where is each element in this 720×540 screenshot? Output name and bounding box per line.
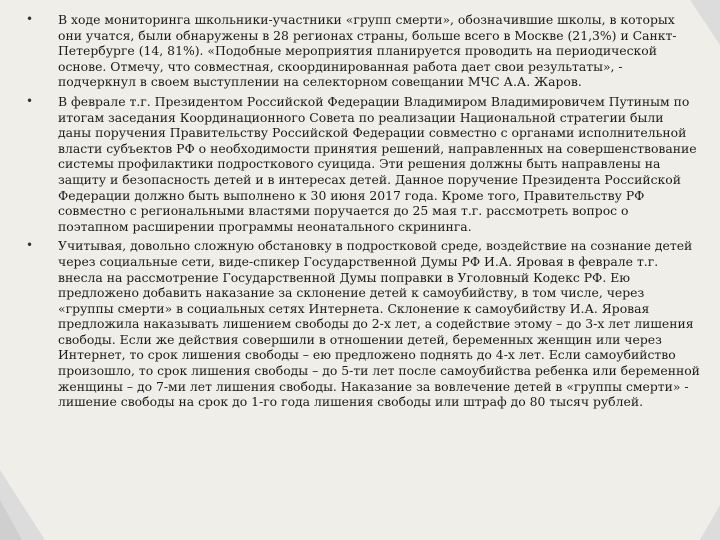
bullet-text: Учитывая, довольно сложную обстановку в подростковой среде, воздействие на сознание детей через социальные сети, виде-спикер Государственной Думы РФ И.А. Яровая в феврале т.г. внесла на рассмотрение Государственной Думы поправки в Уголовный Кодекс РФ. Ею предложено добавить наказание за склонение детей к самоубийству, в том числе, через «группы смерти» в социальных сетях Интернета. Склонение к самоубийству И.А. Яровая предложила наказывать лишением свободы до 2-х лет, а содействие этому – до 3-х лет лишения свободы. Если же действия совершили в отношении детей, беременных женщин или через Интернет, то срок лишения свободы – ею предложено поднять до 4-х лет. Если самоубийство произошло, то срок лишения свободы – до 5-ти лет после самоубийства ребенка или беременной женщины – до 7-ми лет лишения свободы. Наказание за вовлечение детей в «группы смерти» - лишение свободы на срок до 1-го года лишения свободы или штраф до 80 тысяч рублей.	[58, 238, 700, 410]
bottom-right-triangle	[700, 505, 720, 540]
bullet-marker: •	[26, 93, 34, 108]
bullet-item-monitoring	[22, 12, 700, 90]
bullet-item-president-order	[22, 94, 700, 234]
slide-content	[22, 12, 700, 414]
bullet-marker: •	[26, 238, 34, 253]
bullet-marker: •	[26, 12, 34, 26]
bullet-item-criminal-code	[22, 238, 700, 410]
bullet-text: В феврале т.г. Президентом Российской Федерации Владимиром Владимировичем Путиным по итогам заседания Координационного Совета по реализации Национальной стратегии были даны поручения Правительству Российской Федерации совместно с органами исполнительной власти субъектов РФ о необходимости принятия решений, направленных на совершенствование системы профилактики подросткового суицида. Эти решения должны быть направлены на защиту и безопасность детей и в интересах детей. Данное поручение Президента Российской Федерации должно быть выполнено к 30 июня 2017 года. Кроме того, Правительству РФ совместно с региональными властями поручается до 25 мая т.г. рассмотреть вопрос о поэтапном расширении программы неонатального скрининга.	[58, 93, 697, 234]
bullet-text: В ходе мониторинга школьники-участники «групп смерти», обозначившие школы, в которых они учатся, были обнаружены в 28 регионах страны, больше всего в Москве (21,3%) и Санкт-Петербурге (14, 81%). «Подобные мероприятия планируется проводить на периодической основе. Отмечу, что совместная, скоординированная работа дает свои результаты», - подчеркнул в своем выступлении на селекторном совещании МЧС А.А. Жаров.	[58, 12, 677, 90]
